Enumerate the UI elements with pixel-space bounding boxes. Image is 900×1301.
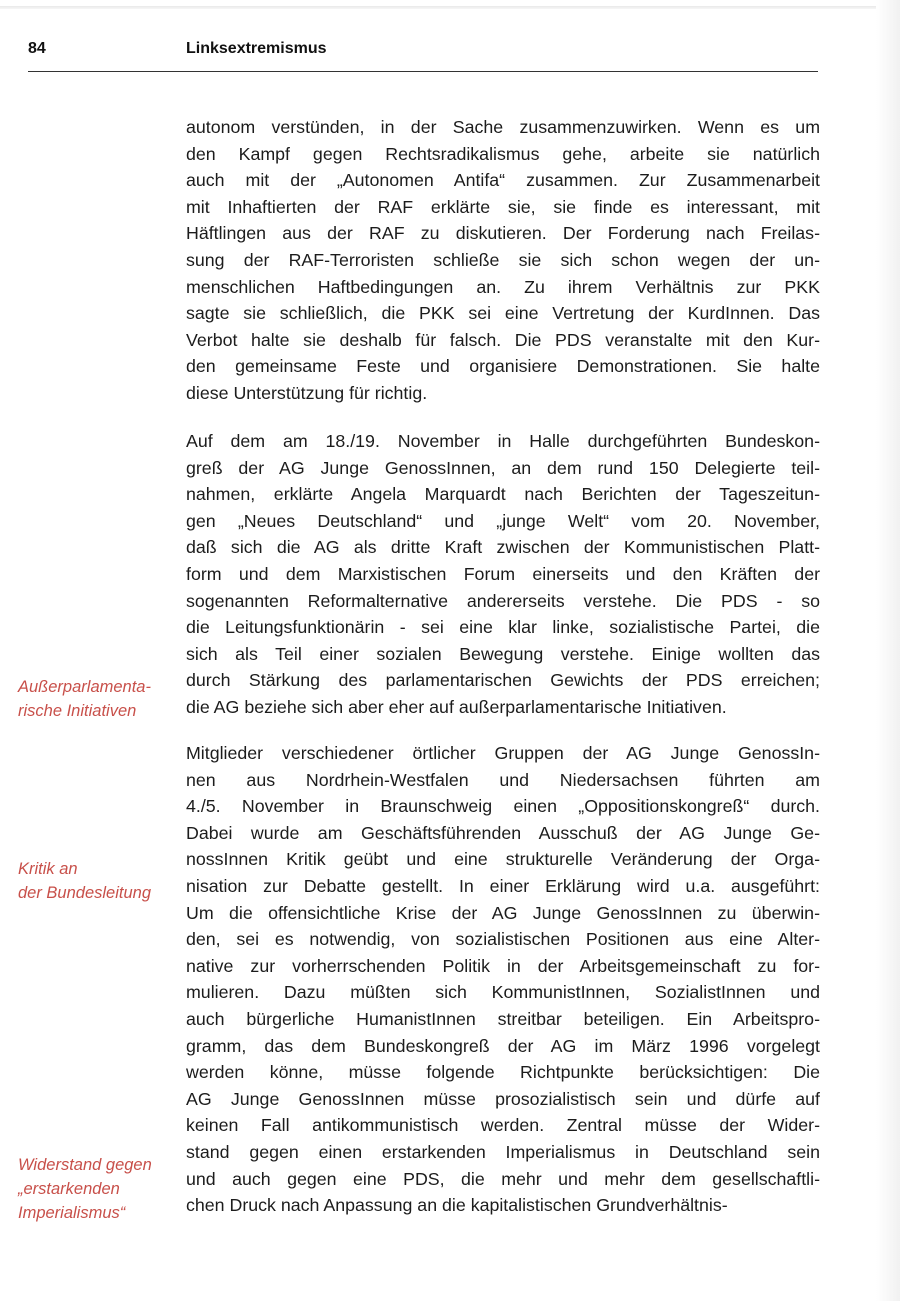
top-rule [0, 6, 900, 9]
text-line: auch mit der „Autonomen Antifa“ zusammen. Zur Zusammenarbeit [186, 170, 820, 191]
text-line: native zur vorherrschenden Politik in der Arbeitsgemeinschaft zu for- [186, 955, 820, 976]
text-line: Häftlingen aus der RAF zu diskutieren. Der Forderung nach Freilas- [186, 223, 820, 244]
margin-note-line: rische Initiativen [18, 702, 137, 720]
running-head: Linksextremismus [186, 40, 327, 57]
text-line: nen aus Nordrhein-Westfalen und Niedersachsen führten am [186, 769, 820, 790]
margin-note-line: Widerstand gegen [18, 1156, 152, 1174]
margin-note-line: der Bundesleitung [18, 884, 152, 902]
page-header [28, 40, 818, 66]
text-line: den gemeinsame Feste und organisiere Demonstrationen. Sie halte [186, 356, 820, 377]
text-line: form und dem Marxistischen Forum einerseits und den Kräften der [186, 563, 820, 584]
text-line: diese Unterstützung für richtig. [186, 382, 428, 403]
text-line: nisation zur Debatte gestellt. In einer Erklärung wird u.a. ausgeführt: [186, 875, 820, 896]
page-edge-shade [876, 0, 900, 1301]
text-line: den, sei es notwendig, von sozialistischen Positionen aus eine Alter- [186, 929, 820, 950]
text-line: sung der RAF-Terroristen schließe sie sich schon wegen der un- [186, 249, 820, 270]
text-line: mit Inhaftierten der RAF erklärte sie, sie finde es interessant, mit [186, 196, 820, 217]
text-line: chen Druck nach Anpassung an die kapitalistischen Grundverhältnis- [186, 1195, 728, 1216]
margin-note-line: Imperialismus“ [18, 1204, 126, 1222]
margin-note-kritik-an-der-bundesleitung [18, 857, 178, 905]
text-line: stand gegen einen erstarkenden Imperialismus in Deutschland sein [186, 1141, 820, 1162]
text-line: gen „Neues Deutschland“ und „junge Welt“ vom 20. November, [186, 510, 820, 531]
paragraph-3 [186, 740, 820, 1219]
margin-note-line: „erstarkenden [18, 1180, 120, 1198]
text-line: daß sich die AG als dritte Kraft zwischen der Kommunistischen Platt- [186, 537, 820, 558]
text-line: greß der AG Junge GenossInnen, an dem rund 150 Delegierte teil- [186, 457, 820, 478]
margin-note-widerstand-gegen-imperialismus [18, 1153, 178, 1225]
text-line: Auf dem am 18./19. November in Halle durchgeführten Bundeskon- [186, 431, 820, 451]
text-line: Dabei wurde am Geschäftsführenden Ausschuß der AG Junge Ge- [186, 822, 820, 843]
text-line: 4./5. November in Braunschweig einen „Oppositionskongreß“ durch. [186, 796, 820, 817]
text-line: gramm, das dem Bundeskongreß der AG im März 1996 vorgelegt [186, 1035, 820, 1056]
header-rule [28, 71, 818, 72]
text-line: werden könne, müsse folgende Richtpunkte berücksichtigen: Die [186, 1062, 820, 1083]
text-line: autonom verstünden, in der Sache zusammenzuwirken. Wenn es um [186, 117, 820, 137]
text-line: die AG beziehe sich aber eher auf außerparlamentarische Initiativen. [186, 696, 727, 717]
page-number: 84 [28, 40, 46, 57]
margin-note-line: Außerparlamenta- [18, 678, 151, 696]
text-line: die Leitungsfunktionärin - sei eine klar linke, sozialistische Partei, die [186, 617, 820, 638]
text-line: und auch gegen eine PDS, die mehr und mehr dem gesellschaftli- [186, 1168, 820, 1189]
paragraph-2 [186, 428, 820, 721]
text-line: mulieren. Dazu müßten sich KommunistInnen, SozialistInnen und [186, 982, 820, 1003]
text-line: menschlichen Haftbedingungen an. Zu ihrem Verhältnis zur PKK [186, 276, 820, 297]
text-line: Verbot halte sie deshalb für falsch. Die PDS veranstalte mit den Kur- [186, 329, 820, 350]
text-line: Um die offensichtliche Krise der AG Junge GenossInnen zu überwin- [186, 902, 820, 923]
text-line: Mitglieder verschiedener örtlicher Gruppen der AG Junge GenossIn- [186, 743, 820, 763]
text-line: sich als Teil einer sozialen Bewegung verstehe. Einige wollten das [186, 643, 820, 664]
text-line: nossInnen Kritik geübt und eine strukturelle Veränderung der Orga- [186, 849, 820, 870]
text-line: durch Stärkung des parlamentarischen Gewichts der PDS erreichen; [186, 670, 820, 691]
text-line: AG Junge GenossInnen müsse prosozialistisch sein und dürfe auf [186, 1088, 820, 1109]
text-line: sagte sie schließlich, die PKK sei eine Vertretung der KurdInnen. Das [186, 303, 820, 324]
margin-note-line: Kritik an [18, 860, 78, 878]
paragraph-1 [186, 114, 820, 407]
text-line: auch bürgerliche HumanistInnen streitbar beteiligen. Ein Arbeitspro- [186, 1008, 820, 1029]
margin-note-ausserparlamentarische-initiativen [18, 675, 178, 723]
text-line: keinen Fall antikommunistisch werden. Zentral müsse der Wider- [186, 1115, 820, 1136]
text-line: sogenannten Reformalternative andererseits verstehe. Die PDS - so [186, 590, 820, 611]
text-line: nahmen, erklärte Angela Marquardt nach Berichten der Tageszeitun- [186, 484, 820, 505]
text-line: den Kampf gegen Rechtsradikalismus gehe, arbeite sie natürlich [186, 143, 820, 164]
